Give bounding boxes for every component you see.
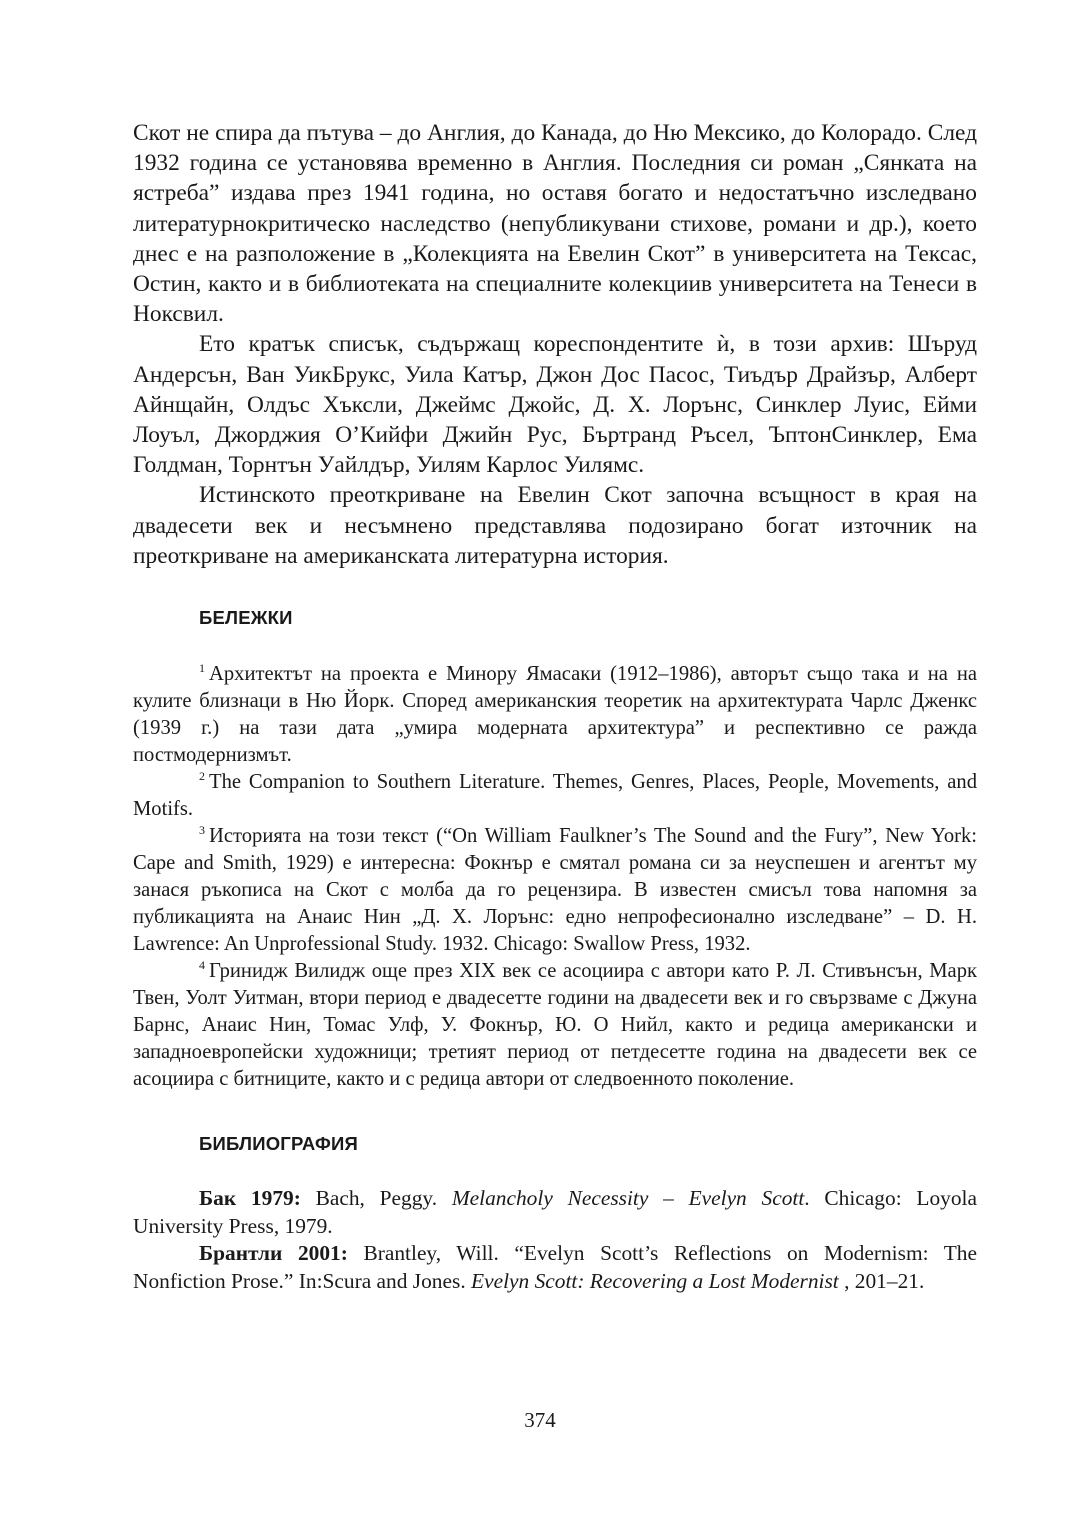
note-3 — [133, 823, 977, 958]
note-number-1: 1 — [199, 661, 205, 676]
bibliography-heading: БИБЛИОГРАФИЯ — [199, 1133, 358, 1155]
bib-post-1: . Chicago: Loyola University Press, 1979. — [133, 1186, 977, 1238]
note-text-3: Историята на този текст (“On William Faulkner’s The Sound and the Fury”, New York: Cape and Smith, 1929) е интересна: Фокнър е смятал романа си за неуспешен и агентът му занася ръкописа на Скот с молба да го рецензира. В известен смисъл това напомня за публикацията на Анаис Нин „Д. Х. Лорънс: едно непрофесионално изследване” – D. H. Lawrence: An Unprofessional Study. 1932. Chicago: Swallow Press, 1932. — [133, 825, 977, 956]
body-paragraph-3: Истинското преоткриване на Евелин Скот започна всъщност в края на двадесети век и несъмнено представлява подозирано богат източник на преоткриване на американската литературна история. — [133, 482, 977, 569]
page-number: 374 — [524, 1408, 556, 1432]
bibliography-entry-1 — [133, 1185, 977, 1240]
bib-pre-1: Bach, Peggy. — [300, 1186, 452, 1211]
note-text-4: Гринидж Вилидж още през XIX век се асоциира с автори като Р. Л. Стивънсън, Марк Твен, Уолт Уитман, втори период е двадесетте години на двадесети век и го свързваме с Джуна Барнс, Анаис Нин, Томас Улф, У. Фокнър, Ю. О Нийл, както и редица американски и западноевропейски художници; третият период от петдесетте година на двадесети век се асоциира с битниците, както и с редица автори от следвоенното поколение. — [133, 960, 977, 1091]
bib-key-1: Бак 1979: — [199, 1186, 301, 1211]
note-number-3: 3 — [199, 823, 205, 838]
note-1 — [133, 661, 977, 769]
bib-title-1: Melancholy Necessity – Evelyn Scott — [451, 1186, 805, 1211]
note-number-4: 4 — [199, 958, 205, 973]
note-4 — [133, 958, 977, 1093]
note-number-2: 2 — [199, 769, 205, 784]
body-paragraph-1: Скот не спира да пътува – до Англия, до Канада, до Ню Мексико, до Колорадо. След 1932 година се установява временно в Англия. Последния си роман „Сянката на ястреба” издава през 1941 година, но оставя богато и недостатъчно изследвано литературнокритическо наследство (непубликувани стихове, романи и др.), което днес е на разположение в „Колекцията на Евелин Скот” в университета на Тексас, Остин, както и в библиотеката на специалните колекциив университета на Тенеси в Ноксвил. — [133, 120, 977, 328]
note-text-1: Архитектът на проекта е Минору Ямасаки (1912–1986), авторът също така и на на кулите близнаци в Ню Йорк. Според американския теоретик на архитектурата Чарлс Дженкс (1939 г.) на тази дата „умира модерната архитектура” и респективно се ражда постмодернизмът. — [133, 663, 977, 767]
bib-key-2: Брантли 2001: — [199, 1241, 348, 1266]
notes-heading: БЕЛЕЖКИ — [199, 607, 293, 629]
note-2 — [133, 769, 977, 823]
bib-post-2: , 201–21. — [838, 1268, 925, 1293]
body-paragraph-2: Ето кратък списък, съдържащ кореспондентите ѝ, в този архив: Шъруд Андерсън, Ван УикБрукс, Уила Катър, Джон Дос Пасос, Тиъдър Драйзър, Алберт Айнщайн, Олдъс Хъксли, Джеймс Джойс, Д. Х. Лорънс, Синклер Луис, Ейми Лоуъл, Джорджия О’Кийфи Джийн Рус, Бъртранд Ръсел, ЪптонСинклер, Ема Голдман, Торнтън Уайлдър, Уилям Карлос Уилямс. — [133, 331, 977, 479]
bib-title-2: Evelyn Scott: Recovering a Lost Modernist — [471, 1268, 839, 1293]
bibliography-entry-2 — [133, 1240, 977, 1295]
bib-pre-2: Brantley, Will. “Evelyn Scott’s Reflections on Modernism: The Nonfiction Prose.” In:Scura and Jones. — [133, 1241, 977, 1293]
page-content — [133, 118, 977, 1295]
note-text-2: The Companion to Southern Literature. Themes, Genres, Places, People, Movements, and Motifs. — [133, 771, 977, 821]
